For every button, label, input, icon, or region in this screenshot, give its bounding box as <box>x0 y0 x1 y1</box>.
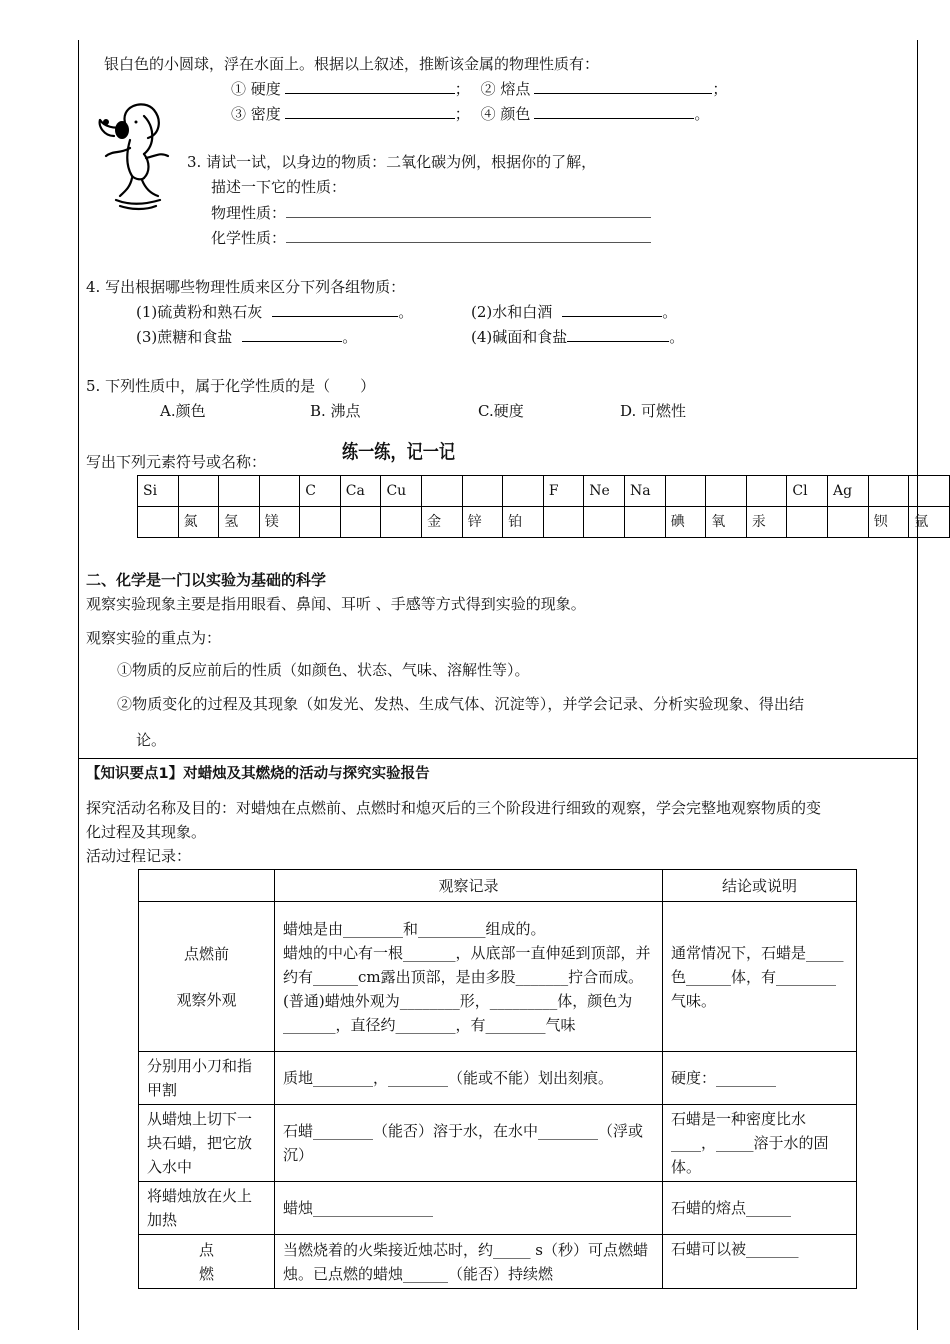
element-cell: 氧 <box>706 507 747 538</box>
q5-option-c: C.硬度 <box>478 402 524 420</box>
element-cell <box>462 476 503 507</box>
property-hardness: ① 硬度 ； ② 熔点 ； <box>231 80 728 98</box>
section2-item1: ①物质的反应前后的性质（如颜色、状态、气味、溶解性等）。 <box>117 661 530 679</box>
elements-row-names <box>138 507 950 538</box>
element-cell: Cu <box>381 476 422 507</box>
report-row-before-lighting <box>139 902 857 1052</box>
q3-chemical: 化学性质： <box>211 228 651 248</box>
element-cell: Ne <box>584 476 625 507</box>
element-cell <box>300 507 341 538</box>
q3-line2: 描述一下它的性质： <box>211 178 347 196</box>
element-cell <box>746 476 787 507</box>
report-header-conclusion: 结论或说明 <box>663 870 857 902</box>
element-cell <box>584 507 625 538</box>
report-header-row <box>139 870 857 902</box>
element-cell <box>422 476 463 507</box>
element-cell: 氮 <box>178 507 219 538</box>
q4-title: 4. 写出根据哪些物理性质来区分下列各组物质： <box>86 278 406 296</box>
element-cell <box>219 476 260 507</box>
intro-line: 银白色的小圆球，浮在水面上。根据以上叙述，推断该金属的物理性质有： <box>104 55 600 73</box>
q3-line1: 3. 请试一试，以身边的物质：二氧化碳为例，根据你的了解， <box>187 153 597 171</box>
report-row-label: 点 燃 <box>139 1235 275 1289</box>
element-cell <box>625 507 666 538</box>
element-cell: 镁 <box>259 507 300 538</box>
element-cell <box>259 476 300 507</box>
element-cell: 碘 <box>665 507 706 538</box>
element-cell <box>503 476 544 507</box>
property-density: ③ 密度 ； ④ 颜色 。 <box>231 105 710 123</box>
element-cell <box>178 476 219 507</box>
element-cell: 汞 <box>746 507 787 538</box>
element-cell <box>138 507 179 538</box>
kp1-purpose-line1: 探究活动名称及目的：对蜡烛在点燃前、点燃时和熄灭后的三个阶段进行细致的观察，学会完整地观察物质的变 <box>86 799 822 817</box>
kp1-record-label: 活动过程记录： <box>86 847 192 865</box>
report-row-label: 将蜡烛放在火上加热 <box>139 1182 275 1235</box>
element-cell <box>665 476 706 507</box>
element-cell: Ag <box>827 476 868 507</box>
q5-title: 5. 下列性质中，属于化学性质的是（ ） <box>86 377 376 395</box>
element-cell: 钡 <box>868 507 909 538</box>
q4-item-1: (1)硫黄粉和熟石灰 。 <box>136 303 414 321</box>
divider <box>78 758 917 759</box>
report-row-conclusion: 硬度：________ <box>663 1052 857 1105</box>
q4-item-2: (2)水和白酒 。 <box>471 303 678 321</box>
element-cell <box>340 507 381 538</box>
report-row-observation: 蜡烛________________ <box>275 1182 663 1235</box>
element-cell: 氢 <box>219 507 260 538</box>
report-row-label: 分别用小刀和指甲割 <box>139 1052 275 1105</box>
report-row-ignite <box>139 1235 857 1289</box>
section2-p2: 观察实验的重点为： <box>86 629 222 647</box>
report-row-conclusion: 石蜡是一种密度比水____，_____溶于水的固体。 <box>663 1105 857 1182</box>
section2-item2-end: 论。 <box>136 731 167 749</box>
report-row-observation: 当燃烧着的火柴接近烛芯时，约_____ s（秒）可点燃蜡烛。已点燃的蜡烛______（能否）持续燃 <box>275 1235 663 1289</box>
element-cell: C <box>300 476 341 507</box>
element-cell <box>827 507 868 538</box>
elements-row-symbols <box>138 476 950 507</box>
report-row-observation: 质地________，________（能或不能）划出刻痕。 <box>275 1052 663 1105</box>
elements-prompt: 写出下列元素符号或名称： <box>86 453 267 471</box>
report-row-observation: 石蜡________（能否）溶于水，在水中________（浮或沉） <box>275 1105 663 1182</box>
kp1-heading: 【知识要点1】对蜡烛及其燃烧的活动与探究实验报告 <box>86 766 430 782</box>
report-row-label: 从蜡烛上切下一块石蜡，把它放入水中 <box>139 1105 275 1182</box>
report-row-conclusion: 石蜡的熔点______ <box>663 1182 857 1235</box>
element-cell: 金 <box>422 507 463 538</box>
section2-heading: 二、化学是一门以实验为基础的科学 <box>86 571 327 589</box>
element-cell <box>787 507 828 538</box>
q3-physical: 物理性质： <box>211 203 651 223</box>
report-row-water <box>139 1105 857 1182</box>
element-cell <box>381 507 422 538</box>
report-table <box>138 869 857 1289</box>
report-row-conclusion: 通常情况下，石蜡是_____色______体，有________气味。 <box>663 902 857 1052</box>
q4-item-3: (3)蔗糖和食盐 。 <box>136 328 358 346</box>
elements-title: 练一练，记一记 <box>342 441 456 463</box>
kp1-purpose-line2: 化过程及其现象。 <box>86 823 207 841</box>
report-row-heat <box>139 1182 857 1235</box>
element-cell: 氩 <box>909 507 950 538</box>
q5-option-a: A.颜色 <box>160 402 206 420</box>
q5-option-b: B. 沸点 <box>310 402 361 420</box>
element-cell <box>543 507 583 538</box>
element-cell: Si <box>138 476 179 507</box>
report-row-conclusion: 石蜡可以被_______ <box>663 1235 857 1289</box>
elements-table <box>137 475 950 538</box>
element-cell: 铂 <box>503 507 544 538</box>
element-cell: F <box>543 476 583 507</box>
report-header-empty <box>139 870 275 902</box>
element-cell: Na <box>625 476 666 507</box>
q4-item-4: (4)碱面和食盐 。 <box>471 328 685 346</box>
section2-p1: 观察实验现象主要是指用眼看、鼻闻、耳听 、手感等方式得到实验的现象。 <box>86 595 586 613</box>
element-cell <box>909 476 950 507</box>
report-row-label: 点燃前 观察外观 <box>139 902 275 1052</box>
element-cell <box>868 476 909 507</box>
report-header-observation: 观察记录 <box>275 870 663 902</box>
report-row-cut <box>139 1052 857 1105</box>
element-cell: Ca <box>340 476 381 507</box>
element-cell: Cl <box>787 476 828 507</box>
element-cell: 锌 <box>462 507 503 538</box>
report-row-observation: 蜡烛是由________和_________组成的。 蜡烛的中心有一根_______，从底部一直伸延到顶部，并约有______cm露出顶部，是由多股_______拧合而成。 (普通)蜡烛外观为________形，_________体，颜色为_______，直径约________，有________气味 <box>275 902 663 1052</box>
section2-item2: ②物质变化的过程及其现象（如发光、发热、生成气体、沉淀等），并学会记录、分析实验现象、得出结 <box>117 695 805 713</box>
element-cell <box>706 476 747 507</box>
snoopy-illustration <box>96 96 186 214</box>
q5-option-d: D. 可燃性 <box>620 402 687 420</box>
